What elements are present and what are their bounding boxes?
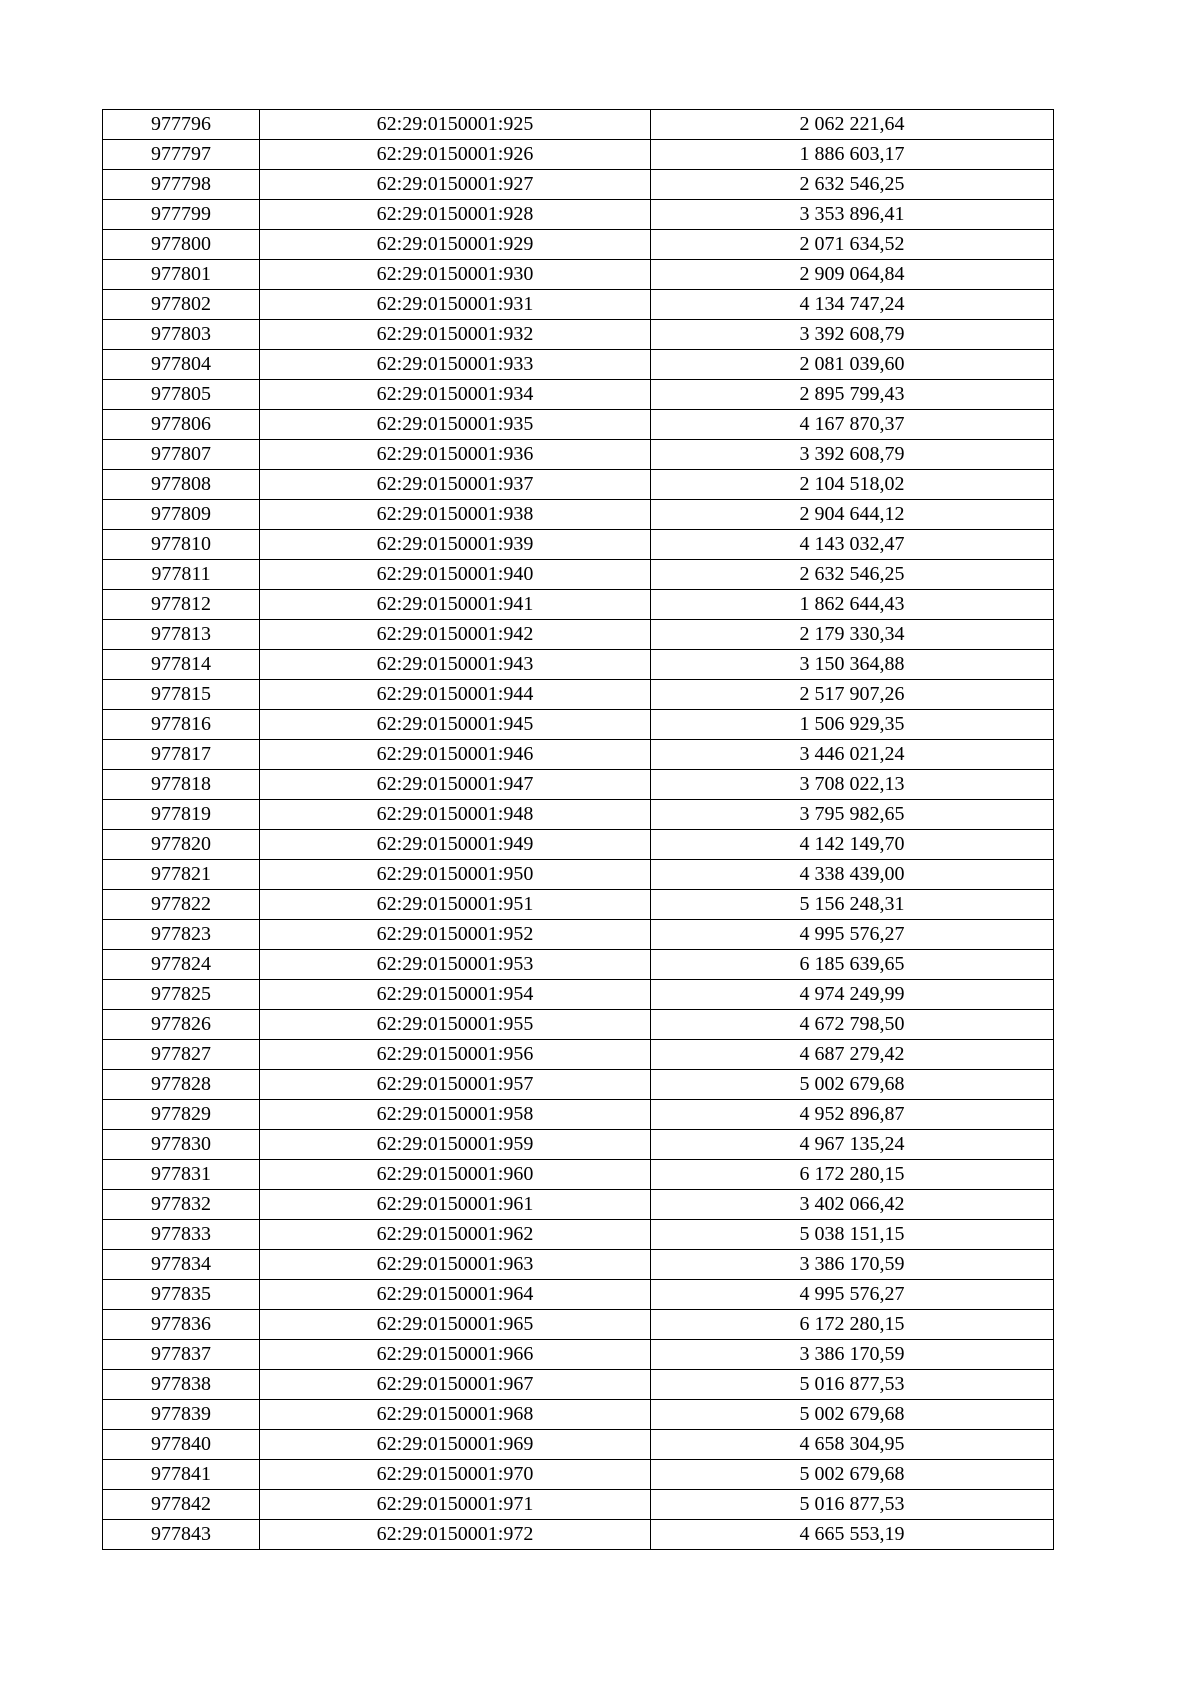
cadastral-number-cell: 62:29:0150001:952 (260, 920, 651, 950)
row-number-cell: 977796 (103, 110, 260, 140)
cadastral-value-cell: 4 995 576,27 (651, 1280, 1054, 1310)
cadastral-value-cell: 4 952 896,87 (651, 1100, 1054, 1130)
row-number-cell: 977836 (103, 1310, 260, 1340)
cadastral-value-cell: 6 172 280,15 (651, 1310, 1054, 1340)
table-row (103, 890, 1054, 920)
cadastral-number-cell: 62:29:0150001:936 (260, 440, 651, 470)
table-row (103, 470, 1054, 500)
cadastral-value-cell: 2 081 039,60 (651, 350, 1054, 380)
row-number-cell: 977809 (103, 500, 260, 530)
table-row (103, 1520, 1054, 1550)
cadastral-number-cell: 62:29:0150001:951 (260, 890, 651, 920)
cadastral-number-cell: 62:29:0150001:963 (260, 1250, 651, 1280)
table-row (103, 1400, 1054, 1430)
table-row (103, 740, 1054, 770)
row-number-cell: 977812 (103, 590, 260, 620)
cadastral-value-cell: 2 179 330,34 (651, 620, 1054, 650)
table-row (103, 1340, 1054, 1370)
table-row (103, 950, 1054, 980)
table-row (103, 1220, 1054, 1250)
cadastral-value-cell: 2 632 546,25 (651, 560, 1054, 590)
row-number-cell: 977803 (103, 320, 260, 350)
cadastral-number-cell: 62:29:0150001:934 (260, 380, 651, 410)
cadastral-value-cell: 2 071 634,52 (651, 230, 1054, 260)
cadastral-value-cell: 2 909 064,84 (651, 260, 1054, 290)
cadastral-value-cell: 1 862 644,43 (651, 590, 1054, 620)
table-body (103, 110, 1054, 1550)
row-number-cell: 977829 (103, 1100, 260, 1130)
row-number-cell: 977825 (103, 980, 260, 1010)
cadastral-value-cell: 2 632 546,25 (651, 170, 1054, 200)
cadastral-value-cell: 1 506 929,35 (651, 710, 1054, 740)
cadastral-value-cell: 5 002 679,68 (651, 1460, 1054, 1490)
row-number-cell: 977839 (103, 1400, 260, 1430)
cadastral-value-cell: 3 353 896,41 (651, 200, 1054, 230)
cadastral-value-cell: 3 708 022,13 (651, 770, 1054, 800)
table-row (103, 1160, 1054, 1190)
cadastral-value-cell: 4 665 553,19 (651, 1520, 1054, 1550)
table-row (103, 590, 1054, 620)
cadastral-value-cell: 3 150 364,88 (651, 650, 1054, 680)
table-row (103, 1040, 1054, 1070)
cadastral-number-cell: 62:29:0150001:925 (260, 110, 651, 140)
table-row (103, 770, 1054, 800)
row-number-cell: 977819 (103, 800, 260, 830)
row-number-cell: 977828 (103, 1070, 260, 1100)
cadastral-number-cell: 62:29:0150001:926 (260, 140, 651, 170)
row-number-cell: 977815 (103, 680, 260, 710)
cadastral-number-cell: 62:29:0150001:947 (260, 770, 651, 800)
table-row (103, 1310, 1054, 1340)
cadastral-value-table (102, 109, 1054, 1550)
cadastral-number-cell: 62:29:0150001:943 (260, 650, 651, 680)
cadastral-number-cell: 62:29:0150001:944 (260, 680, 651, 710)
table-row (103, 1100, 1054, 1130)
table-row (103, 680, 1054, 710)
table-row (103, 380, 1054, 410)
cadastral-number-cell: 62:29:0150001:966 (260, 1340, 651, 1370)
row-number-cell: 977799 (103, 200, 260, 230)
cadastral-number-cell: 62:29:0150001:965 (260, 1310, 651, 1340)
cadastral-value-cell: 4 658 304,95 (651, 1430, 1054, 1460)
cadastral-number-cell: 62:29:0150001:969 (260, 1430, 651, 1460)
table-row (103, 350, 1054, 380)
cadastral-value-cell: 3 386 170,59 (651, 1340, 1054, 1370)
table-row (103, 1250, 1054, 1280)
cadastral-value-cell: 4 974 249,99 (651, 980, 1054, 1010)
row-number-cell: 977807 (103, 440, 260, 470)
cadastral-value-cell: 2 517 907,26 (651, 680, 1054, 710)
cadastral-number-cell: 62:29:0150001:932 (260, 320, 651, 350)
cadastral-number-cell: 62:29:0150001:942 (260, 620, 651, 650)
row-number-cell: 977816 (103, 710, 260, 740)
row-number-cell: 977822 (103, 890, 260, 920)
cadastral-number-cell: 62:29:0150001:928 (260, 200, 651, 230)
table-row (103, 260, 1054, 290)
cadastral-number-cell: 62:29:0150001:929 (260, 230, 651, 260)
row-number-cell: 977797 (103, 140, 260, 170)
row-number-cell: 977833 (103, 1220, 260, 1250)
cadastral-value-cell: 5 156 248,31 (651, 890, 1054, 920)
table-row (103, 110, 1054, 140)
cadastral-number-cell: 62:29:0150001:938 (260, 500, 651, 530)
table-row (103, 980, 1054, 1010)
cadastral-value-cell: 5 002 679,68 (651, 1400, 1054, 1430)
cadastral-value-cell: 3 446 021,24 (651, 740, 1054, 770)
cadastral-number-cell: 62:29:0150001:958 (260, 1100, 651, 1130)
cadastral-value-cell: 1 886 603,17 (651, 140, 1054, 170)
cadastral-value-cell: 4 672 798,50 (651, 1010, 1054, 1040)
cadastral-value-cell: 4 134 747,24 (651, 290, 1054, 320)
cadastral-number-cell: 62:29:0150001:946 (260, 740, 651, 770)
row-number-cell: 977824 (103, 950, 260, 980)
cadastral-value-cell: 6 185 639,65 (651, 950, 1054, 980)
cadastral-value-cell: 4 687 279,42 (651, 1040, 1054, 1070)
table-row (103, 920, 1054, 950)
row-number-cell: 977806 (103, 410, 260, 440)
cadastral-value-cell: 2 904 644,12 (651, 500, 1054, 530)
cadastral-number-cell: 62:29:0150001:950 (260, 860, 651, 890)
row-number-cell: 977820 (103, 830, 260, 860)
cadastral-number-cell: 62:29:0150001:927 (260, 170, 651, 200)
table-row (103, 1070, 1054, 1100)
row-number-cell: 977830 (103, 1130, 260, 1160)
cadastral-number-cell: 62:29:0150001:957 (260, 1070, 651, 1100)
table-row (103, 800, 1054, 830)
row-number-cell: 977842 (103, 1490, 260, 1520)
cadastral-number-cell: 62:29:0150001:945 (260, 710, 651, 740)
table-row (103, 500, 1054, 530)
row-number-cell: 977814 (103, 650, 260, 680)
row-number-cell: 977802 (103, 290, 260, 320)
table-row (103, 440, 1054, 470)
row-number-cell: 977826 (103, 1010, 260, 1040)
row-number-cell: 977834 (103, 1250, 260, 1280)
cadastral-value-cell: 4 338 439,00 (651, 860, 1054, 890)
cadastral-value-cell: 5 016 877,53 (651, 1490, 1054, 1520)
row-number-cell: 977840 (103, 1430, 260, 1460)
cadastral-number-cell: 62:29:0150001:968 (260, 1400, 651, 1430)
cadastral-value-cell: 3 392 608,79 (651, 440, 1054, 470)
row-number-cell: 977813 (103, 620, 260, 650)
cadastral-number-cell: 62:29:0150001:972 (260, 1520, 651, 1550)
row-number-cell: 977827 (103, 1040, 260, 1070)
row-number-cell: 977810 (103, 530, 260, 560)
cadastral-value-cell: 5 002 679,68 (651, 1070, 1054, 1100)
row-number-cell: 977811 (103, 560, 260, 590)
row-number-cell: 977843 (103, 1520, 260, 1550)
cadastral-value-cell: 3 402 066,42 (651, 1190, 1054, 1220)
table-row (103, 410, 1054, 440)
row-number-cell: 977808 (103, 470, 260, 500)
table-row (103, 1010, 1054, 1040)
cadastral-value-cell: 6 172 280,15 (651, 1160, 1054, 1190)
cadastral-value-cell: 4 995 576,27 (651, 920, 1054, 950)
cadastral-value-cell: 3 386 170,59 (651, 1250, 1054, 1280)
table-row (103, 1460, 1054, 1490)
cadastral-number-cell: 62:29:0150001:930 (260, 260, 651, 290)
table-row (103, 1370, 1054, 1400)
row-number-cell: 977823 (103, 920, 260, 950)
cadastral-number-cell: 62:29:0150001:949 (260, 830, 651, 860)
cadastral-number-cell: 62:29:0150001:964 (260, 1280, 651, 1310)
cadastral-number-cell: 62:29:0150001:937 (260, 470, 651, 500)
cadastral-number-cell: 62:29:0150001:935 (260, 410, 651, 440)
cadastral-value-cell: 2 062 221,64 (651, 110, 1054, 140)
table-row (103, 560, 1054, 590)
cadastral-number-cell: 62:29:0150001:940 (260, 560, 651, 590)
row-number-cell: 977831 (103, 1160, 260, 1190)
table-row (103, 140, 1054, 170)
table-row (103, 290, 1054, 320)
row-number-cell: 977804 (103, 350, 260, 380)
cadastral-value-cell: 2 895 799,43 (651, 380, 1054, 410)
row-number-cell: 977835 (103, 1280, 260, 1310)
table-row (103, 650, 1054, 680)
table-row (103, 530, 1054, 560)
row-number-cell: 977817 (103, 740, 260, 770)
cadastral-number-cell: 62:29:0150001:960 (260, 1160, 651, 1190)
cadastral-number-cell: 62:29:0150001:962 (260, 1220, 651, 1250)
table-row (103, 1280, 1054, 1310)
cadastral-number-cell: 62:29:0150001:941 (260, 590, 651, 620)
cadastral-number-cell: 62:29:0150001:967 (260, 1370, 651, 1400)
cadastral-value-cell: 3 392 608,79 (651, 320, 1054, 350)
table-row (103, 1190, 1054, 1220)
table-row (103, 710, 1054, 740)
table-row (103, 1430, 1054, 1460)
row-number-cell: 977818 (103, 770, 260, 800)
row-number-cell: 977832 (103, 1190, 260, 1220)
cadastral-number-cell: 62:29:0150001:956 (260, 1040, 651, 1070)
table-row (103, 200, 1054, 230)
cadastral-number-cell: 62:29:0150001:931 (260, 290, 651, 320)
cadastral-number-cell: 62:29:0150001:954 (260, 980, 651, 1010)
cadastral-value-cell: 5 038 151,15 (651, 1220, 1054, 1250)
row-number-cell: 977821 (103, 860, 260, 890)
row-number-cell: 977801 (103, 260, 260, 290)
cadastral-number-cell: 62:29:0150001:961 (260, 1190, 651, 1220)
table-row (103, 320, 1054, 350)
cadastral-value-cell: 5 016 877,53 (651, 1370, 1054, 1400)
cadastral-number-cell: 62:29:0150001:933 (260, 350, 651, 380)
cadastral-number-cell: 62:29:0150001:971 (260, 1490, 651, 1520)
cadastral-value-cell: 4 967 135,24 (651, 1130, 1054, 1160)
table-row (103, 1130, 1054, 1160)
row-number-cell: 977837 (103, 1340, 260, 1370)
cadastral-number-cell: 62:29:0150001:955 (260, 1010, 651, 1040)
cadastral-value-cell: 4 167 870,37 (651, 410, 1054, 440)
row-number-cell: 977800 (103, 230, 260, 260)
row-number-cell: 977805 (103, 380, 260, 410)
cadastral-number-cell: 62:29:0150001:959 (260, 1130, 651, 1160)
table-row (103, 230, 1054, 260)
table-row (103, 1490, 1054, 1520)
table-row (103, 860, 1054, 890)
cadastral-number-cell: 62:29:0150001:948 (260, 800, 651, 830)
table-row (103, 620, 1054, 650)
cadastral-number-cell: 62:29:0150001:939 (260, 530, 651, 560)
cadastral-number-cell: 62:29:0150001:970 (260, 1460, 651, 1490)
row-number-cell: 977841 (103, 1460, 260, 1490)
table-row (103, 830, 1054, 860)
cadastral-value-cell: 3 795 982,65 (651, 800, 1054, 830)
cadastral-number-cell: 62:29:0150001:953 (260, 950, 651, 980)
cadastral-value-cell: 4 142 149,70 (651, 830, 1054, 860)
cadastral-value-cell: 2 104 518,02 (651, 470, 1054, 500)
table-row (103, 170, 1054, 200)
row-number-cell: 977838 (103, 1370, 260, 1400)
row-number-cell: 977798 (103, 170, 260, 200)
cadastral-value-cell: 4 143 032,47 (651, 530, 1054, 560)
